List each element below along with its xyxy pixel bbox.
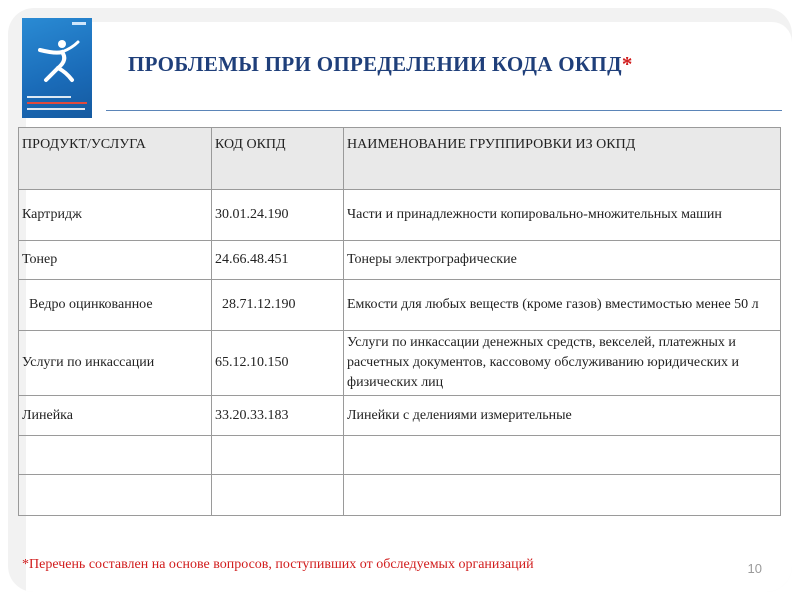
title-asterisk: * <box>621 52 633 76</box>
logo-top-label <box>72 22 86 25</box>
cell-code: 65.12.10.150 <box>212 331 344 396</box>
okpd-table <box>18 127 781 516</box>
table-header-row <box>19 128 781 190</box>
footnote: *Перечень составлен на основе вопросов, поступивших от обследуемых организаций <box>22 557 534 572</box>
cell-group-name: Услуги по инкассации денежных средств, векселей, платежных и расчетных документов, кассовому обслуживанию юридических и физических лиц <box>344 331 781 396</box>
cell-product: Картридж <box>19 190 212 241</box>
title-divider <box>106 110 782 111</box>
table-row <box>19 331 781 396</box>
cell-code: 30.01.24.190 <box>212 190 344 241</box>
column-header-group-name: НАИМЕНОВАНИЕ ГРУППИРОВКИ ИЗ ОКПД <box>344 128 781 190</box>
logo-text-line <box>27 96 71 98</box>
page-title <box>128 52 633 77</box>
cell-product: Ведро оцинкованное <box>19 280 212 331</box>
cell-product <box>19 475 212 516</box>
cell-group-name: Части и принадлежности копировально-множительных машин <box>344 190 781 241</box>
cell-group-name <box>344 436 781 475</box>
cell-code: 33.20.33.183 <box>212 396 344 436</box>
table-row <box>19 436 781 475</box>
logo-text-line <box>27 108 85 110</box>
column-header-product: ПРОДУКТ/УСЛУГА <box>19 128 212 190</box>
cell-group-name: Тонеры электрографические <box>344 241 781 280</box>
cell-code <box>212 475 344 516</box>
cell-product <box>19 436 212 475</box>
table-row <box>19 396 781 436</box>
athlete-logo-icon <box>32 38 82 83</box>
cell-group-name: Емкости для любых веществ (кроме газов) вместимостью менее 50 л <box>344 280 781 331</box>
page-title-text: ПРОБЛЕМЫ ПРИ ОПРЕДЕЛЕНИИ КОДА ОКПД <box>128 52 622 76</box>
table-row <box>19 280 781 331</box>
cell-group-name <box>344 475 781 516</box>
cell-product: Услуги по инкассации <box>19 331 212 396</box>
page-number: 10 <box>747 561 762 576</box>
cell-code: 24.66.48.451 <box>212 241 344 280</box>
logo-text-line <box>27 102 87 104</box>
organization-logo <box>22 18 92 118</box>
table-row <box>19 475 781 516</box>
column-header-code: КОД ОКПД <box>212 128 344 190</box>
cell-product: Линейка <box>19 396 212 436</box>
cell-product: Тонер <box>19 241 212 280</box>
cell-group-name: Линейки с делениями измерительные <box>344 396 781 436</box>
cell-code: 28.71.12.190 <box>212 280 344 331</box>
table-row <box>19 241 781 280</box>
cell-code <box>212 436 344 475</box>
table-row <box>19 190 781 241</box>
